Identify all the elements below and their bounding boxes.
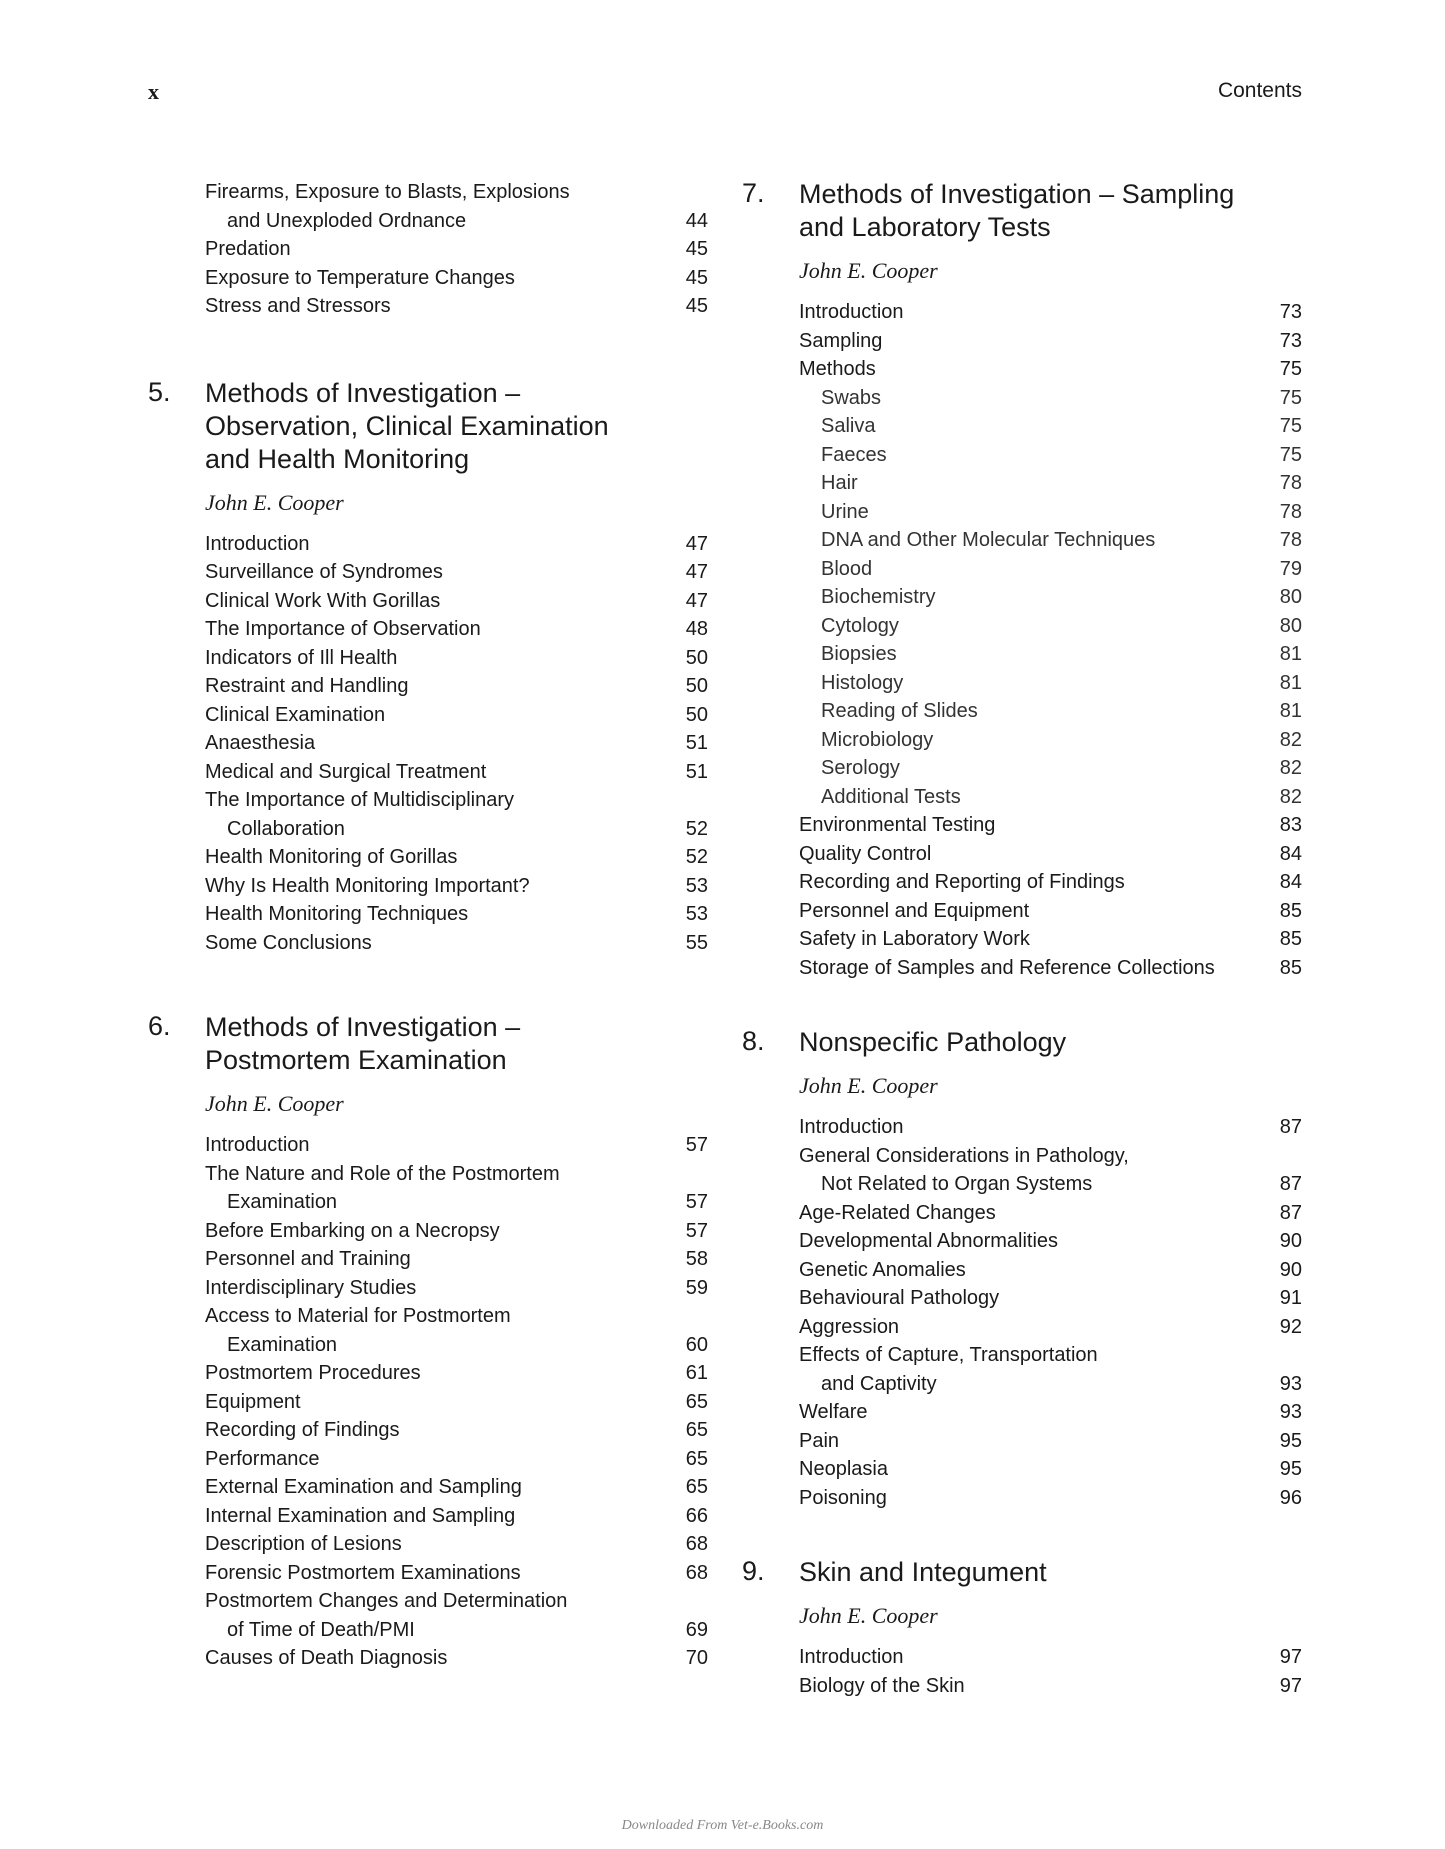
toc-entry (799, 1427, 1302, 1456)
entry-page-number: 97 (1279, 1674, 1302, 1697)
toc-entry (799, 1455, 1302, 1484)
toc-entry (799, 1199, 1302, 1228)
entry-title: Why Is Health Monitoring Important? (205, 874, 530, 897)
chapter-author: John E. Cooper (205, 489, 344, 515)
entry-title: Biopsies (821, 643, 897, 665)
entry-title: Microbiology (821, 728, 934, 751)
toc-entry (205, 1359, 708, 1388)
entry-page-number: 84 (1279, 871, 1302, 893)
chapter-title-line: and Health Monitoring (205, 443, 470, 474)
chapter-title (205, 377, 708, 476)
left-column (148, 178, 708, 1673)
chapter-author: John E. Cooper (799, 258, 938, 283)
toc-entry (205, 1530, 708, 1559)
toc-entry (205, 292, 708, 321)
toc-entry (799, 298, 1302, 327)
toc-subentry (799, 498, 1302, 527)
entry-title: The Importance of Multidisciplinary (205, 789, 515, 811)
chapter-author: John E. Cooper (205, 1091, 344, 1116)
toc-entry (799, 925, 1302, 954)
entry-title: Firearms, Exposure to Blasts, Explosions (205, 181, 570, 203)
entry-title: Behavioural Pathology (799, 1287, 1000, 1309)
continuation-entries (205, 178, 708, 321)
toc-entry (205, 672, 708, 701)
entry-page-number: 80 (1279, 586, 1302, 608)
chapter-title-line: Methods of Investigation – (205, 377, 521, 408)
entry-title-continued: of Time of Death/PMI (227, 1618, 415, 1641)
entry-page-number: 87 (1279, 1116, 1302, 1138)
entry-page-number: 80 (1279, 614, 1302, 637)
entry-page-number: 83 (1279, 814, 1302, 836)
entry-title: Predation (205, 238, 291, 260)
entry-page-number: 97 (1279, 1646, 1302, 1668)
chapter-block (148, 1011, 708, 1673)
entry-title: Interdisciplinary Studies (205, 1276, 417, 1299)
entry-title: Surveillance of Syndromes (205, 561, 443, 583)
entry-title: Faeces (821, 443, 887, 466)
toc-entry (205, 929, 708, 958)
toc-subentry (799, 555, 1302, 584)
toc-entry (799, 840, 1302, 869)
toc-entry (205, 1644, 708, 1673)
entry-page-number: 50 (685, 646, 708, 669)
entry-page-number: 75 (1279, 386, 1302, 409)
entry-page-number: 90 (1279, 1258, 1302, 1281)
entry-page-number: 47 (685, 532, 708, 555)
entry-title: Welfare (799, 1401, 868, 1423)
entry-page-number: 82 (1279, 728, 1302, 751)
entry-title: Exposure to Temperature Changes (205, 266, 515, 289)
toc-subentry (799, 697, 1302, 726)
entry-page-number: 81 (1279, 700, 1302, 722)
toc-entry (799, 954, 1302, 983)
entry-title: Effects of Capture, Transportation (799, 1344, 1098, 1366)
entry-title: General Considerations in Pathology, (799, 1144, 1129, 1167)
entry-title: Performance (205, 1447, 320, 1470)
entry-page-number: 91 (1279, 1287, 1302, 1309)
entry-title: Poisoning (799, 1486, 887, 1509)
entry-page-number: 52 (685, 817, 708, 840)
toc-entry (799, 1341, 1302, 1398)
entry-title: Hair (821, 472, 858, 494)
entry-title: Anaesthesia (205, 732, 316, 754)
chapter-title-line: Observation, Clinical Examination (205, 410, 609, 441)
chapter-block (148, 377, 708, 958)
entry-page-number: 82 (1279, 785, 1302, 808)
chapter-title-line: Skin and Integument (799, 1557, 1047, 1587)
toc-subentry (799, 726, 1302, 755)
toc-subentry (799, 412, 1302, 441)
entry-page-number: 85 (1279, 928, 1302, 950)
toc-entry (205, 264, 708, 293)
toc-entry (799, 1227, 1302, 1256)
entry-title: Medical and Surgical Treatment (205, 760, 487, 783)
chapter-title (799, 1026, 1302, 1059)
entry-page-number: 44 (685, 209, 708, 232)
toc-subentry (799, 783, 1302, 812)
entry-page-number: 50 (685, 703, 708, 726)
entry-page-number: 57 (685, 1191, 708, 1213)
toc-subentry (799, 754, 1302, 783)
entry-page-number: 81 (1279, 671, 1302, 694)
toc-entry (205, 1502, 708, 1531)
toc-entry (205, 530, 708, 559)
entry-page-number: 73 (1279, 329, 1302, 352)
right-column (742, 178, 1302, 1700)
entry-page-number: 58 (685, 1248, 708, 1270)
chapter-title (799, 178, 1302, 244)
entry-page-number: 78 (1279, 500, 1302, 523)
entry-page-number: 52 (685, 846, 708, 868)
toc-entry (799, 868, 1302, 897)
entry-title: Some Conclusions (205, 931, 372, 954)
toc-entry (205, 178, 708, 235)
chapter-title (205, 1011, 708, 1077)
toc-subentry (799, 441, 1302, 470)
entry-title-continued: Not Related to Organ Systems (821, 1173, 1093, 1195)
entry-title: Safety in Laboratory Work (799, 928, 1030, 950)
entry-title: Sampling (799, 329, 883, 352)
entry-title: Restraint and Handling (205, 675, 409, 697)
entry-page-number: 79 (1279, 557, 1302, 580)
entry-page-number: 57 (685, 1134, 708, 1156)
entry-page-number: 53 (685, 874, 708, 897)
entry-page-number: 51 (685, 732, 708, 754)
chapter-author: John E. Cooper (799, 1603, 938, 1628)
entry-title: Forensic Postmortem Examinations (205, 1561, 521, 1584)
entry-page-number: 66 (685, 1504, 708, 1527)
entry-page-number: 92 (1279, 1315, 1302, 1338)
entry-title: Saliva (821, 415, 876, 437)
toc-entry (799, 1313, 1302, 1342)
chapter-title-line: Methods of Investigation – Sampling (799, 179, 1235, 209)
entry-title: Age-Related Changes (799, 1201, 996, 1224)
entry-title: Clinical Work With Gorillas (205, 589, 441, 612)
running-head: Contents (1217, 79, 1302, 102)
entry-title: Causes of Death Diagnosis (205, 1647, 448, 1669)
entry-title: Equipment (205, 1390, 301, 1413)
toc-entry (205, 900, 708, 929)
entry-title: Additional Tests (821, 785, 961, 808)
chapter-title (799, 1556, 1302, 1589)
entry-page-number: 73 (1279, 301, 1302, 323)
toc-subentry (799, 640, 1302, 669)
toc-entry (799, 1142, 1302, 1199)
chapter-number: 7. (742, 178, 765, 208)
toc-entry (799, 1398, 1302, 1427)
toc-subentry (799, 469, 1302, 498)
chapter-block (742, 1026, 1302, 1512)
chapter-title-line: Nonspecific Pathology (799, 1027, 1067, 1057)
entry-title: Health Monitoring of Gorillas (205, 846, 458, 868)
entry-title: Before Embarking on a Necropsy (205, 1219, 500, 1242)
entry-page-number: 95 (1279, 1429, 1302, 1452)
toc-subentry (799, 612, 1302, 641)
toc-entry (205, 235, 708, 264)
entry-title: Description of Lesions (205, 1533, 402, 1555)
entry-title: External Examination and Sampling (205, 1476, 522, 1498)
page-number: x (148, 79, 159, 104)
toc-subentry (799, 384, 1302, 413)
entry-page-number: 90 (1279, 1230, 1302, 1252)
entry-title: Introduction (205, 532, 310, 555)
toc-entry (205, 758, 708, 787)
chapter-entries (799, 1643, 1302, 1700)
entry-title: Cytology (821, 614, 899, 637)
chapter-entries (205, 530, 708, 958)
chapter-entries (205, 1131, 708, 1673)
toc-subentry (799, 669, 1302, 698)
toc-entry (799, 1284, 1302, 1313)
entry-title: The Nature and Role of the Postmortem (205, 1162, 560, 1185)
entry-page-number: 87 (1279, 1173, 1302, 1195)
entry-page-number: 55 (685, 931, 708, 954)
toc-entry (205, 558, 708, 587)
toc-entry (799, 327, 1302, 356)
toc-entry (205, 1416, 708, 1445)
toc-entry (799, 355, 1302, 384)
entry-title: Urine (821, 500, 869, 523)
toc-subentry (799, 583, 1302, 612)
entry-page-number: 51 (685, 760, 708, 783)
toc-entry (205, 701, 708, 730)
entry-page-number: 85 (1279, 956, 1302, 979)
chapter-title-line: Postmortem Examination (205, 1045, 507, 1075)
chapter-title-line: and Laboratory Tests (799, 212, 1051, 242)
entry-title: Quality Control (799, 842, 932, 865)
entry-title: Introduction (205, 1134, 310, 1156)
entry-page-number: 78 (1279, 529, 1302, 551)
entry-title: Access to Material for Postmortem (205, 1305, 511, 1327)
entry-title-continued: and Captivity (821, 1372, 937, 1395)
entry-title: Introduction (799, 1116, 904, 1138)
entry-title: Neoplasia (799, 1458, 888, 1480)
right-chapters (742, 178, 1302, 1700)
entry-title-continued: Examination (227, 1191, 338, 1213)
entry-page-number: 69 (685, 1618, 708, 1641)
entry-title: Indicators of Ill Health (205, 646, 398, 669)
entry-title: Internal Examination and Sampling (205, 1504, 516, 1527)
toc-entry (205, 786, 708, 843)
toc-entry (205, 872, 708, 901)
chapter-block (742, 178, 1302, 982)
entry-title: Histology (821, 671, 904, 694)
entry-title: Storage of Samples and Reference Collections (799, 956, 1215, 979)
toc-entry (205, 729, 708, 758)
entry-page-number: 96 (1279, 1486, 1302, 1509)
toc-subentry (799, 526, 1302, 555)
entry-page-number: 75 (1279, 443, 1302, 466)
entry-page-number: 93 (1279, 1401, 1302, 1423)
toc-entry (799, 811, 1302, 840)
entry-title: Recording of Findings (205, 1419, 400, 1441)
entry-page-number: 85 (1279, 899, 1302, 922)
toc-entry (205, 1245, 708, 1274)
entry-title-continued: Examination (227, 1333, 338, 1356)
entry-page-number: 61 (685, 1362, 708, 1384)
toc-entry (205, 587, 708, 616)
entry-page-number: 65 (685, 1419, 708, 1441)
entry-page-number: 60 (685, 1333, 708, 1356)
chapter-block (742, 1556, 1302, 1700)
entry-title: Swabs (821, 386, 882, 409)
entry-page-number: 50 (685, 675, 708, 697)
chapter-number: 5. (148, 376, 171, 407)
entry-title: Biology of the Skin (799, 1674, 965, 1697)
watermark: Downloaded From Vet-e.Books.com (621, 1818, 824, 1833)
entry-title-continued: and Unexploded Ordnance (227, 209, 467, 232)
entry-title: Pain (799, 1429, 840, 1452)
entry-page-number: 70 (685, 1647, 708, 1669)
toc-entry (205, 1217, 708, 1246)
entry-page-number: 48 (685, 618, 708, 640)
entry-page-number: 81 (1279, 643, 1302, 665)
toc-entry (205, 615, 708, 644)
entry-page-number: 95 (1279, 1458, 1302, 1480)
entry-page-number: 59 (685, 1276, 708, 1299)
entry-page-number: 47 (685, 589, 708, 612)
toc-entry (799, 1672, 1302, 1701)
entry-title: Blood (821, 557, 873, 580)
chapter-number: 6. (148, 1011, 171, 1041)
chapter-entries (799, 298, 1302, 982)
entry-page-number: 68 (685, 1561, 708, 1584)
entry-page-number: 53 (685, 903, 708, 925)
chapter-author: John E. Cooper (799, 1073, 938, 1098)
entry-title: Biochemistry (821, 586, 936, 608)
chapter-title-line: Methods of Investigation – (205, 1012, 521, 1042)
entry-page-number: 45 (685, 295, 708, 317)
entry-title: Genetic Anomalies (799, 1258, 966, 1281)
entry-title: Recording and Reporting of Findings (799, 871, 1125, 893)
toc-entry (205, 1473, 708, 1502)
entry-page-number: 65 (685, 1447, 708, 1470)
toc-entry (205, 1587, 708, 1644)
toc-entry (799, 1113, 1302, 1142)
toc-entry (799, 1643, 1302, 1672)
toc-entry (205, 1160, 708, 1217)
toc-entry (205, 1274, 708, 1303)
entry-title: Introduction (799, 1646, 904, 1668)
toc-entry (205, 1131, 708, 1160)
entry-page-number: 65 (685, 1476, 708, 1498)
entry-title: Developmental Abnormalities (799, 1230, 1059, 1252)
toc-entry (205, 1559, 708, 1588)
entry-title: The Importance of Observation (205, 618, 481, 640)
toc-entry (799, 1484, 1302, 1513)
left-chapters (148, 377, 708, 1673)
entry-title: Aggression (799, 1315, 900, 1338)
toc-entry (799, 897, 1302, 926)
chapter-number: 9. (742, 1556, 765, 1586)
toc-entry (205, 644, 708, 673)
toc-entry (205, 843, 708, 872)
entry-title: Stress and Stressors (205, 295, 391, 317)
entry-page-number: 87 (1279, 1201, 1302, 1224)
entry-page-number: 68 (685, 1533, 708, 1555)
entry-title: Postmortem Changes and Determination (205, 1590, 568, 1612)
entry-page-number: 45 (685, 238, 708, 260)
entry-title: Environmental Testing (799, 814, 996, 836)
entry-title: DNA and Other Molecular Techniques (821, 529, 1156, 551)
entry-page-number: 93 (1279, 1372, 1302, 1395)
entry-title: Health Monitoring Techniques (205, 903, 469, 925)
toc-entry (205, 1302, 708, 1359)
entry-page-number: 65 (685, 1390, 708, 1413)
entry-title: Postmortem Procedures (205, 1362, 421, 1384)
entry-page-number: 84 (1279, 842, 1302, 865)
entry-page-number: 75 (1279, 415, 1302, 437)
toc-entry (205, 1388, 708, 1417)
toc-entry (205, 1445, 708, 1474)
entry-title: Clinical Examination (205, 703, 386, 726)
entry-page-number: 57 (685, 1219, 708, 1242)
entry-page-number: 45 (685, 266, 708, 289)
entry-title: Serology (821, 757, 900, 779)
entry-title: Reading of Slides (821, 700, 978, 722)
entry-title: Methods (799, 358, 876, 380)
entry-page-number: 82 (1279, 757, 1302, 779)
entry-page-number: 78 (1279, 472, 1302, 494)
entry-title: Personnel and Equipment (799, 899, 1030, 922)
entry-title-continued: Collaboration (227, 817, 345, 840)
chapter-number: 8. (742, 1026, 765, 1056)
entry-title: Introduction (799, 301, 904, 323)
chapter-entries (799, 1113, 1302, 1512)
entry-page-number: 47 (685, 561, 708, 583)
toc-entry (799, 1256, 1302, 1285)
entry-title: Personnel and Training (205, 1248, 411, 1270)
entry-page-number: 75 (1279, 358, 1302, 380)
